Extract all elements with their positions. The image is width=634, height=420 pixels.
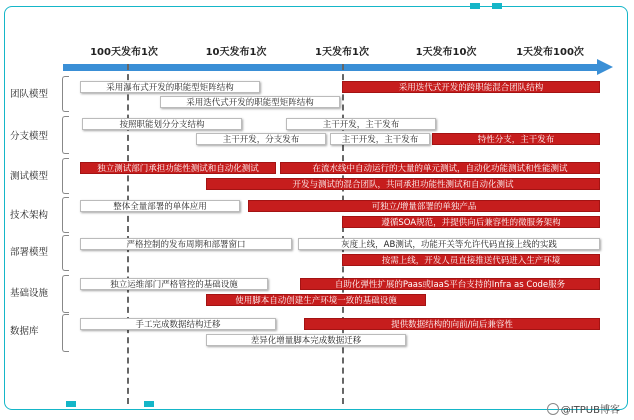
- practice-bar: 采用迭代式开发的职能型矩阵结构: [160, 96, 340, 108]
- practice-bar: 特性分支，主干发布: [432, 133, 600, 145]
- row-label: 数据库: [10, 326, 39, 337]
- axis-label: 100天发布1次: [90, 47, 158, 58]
- row-label: 团队模型: [10, 89, 49, 100]
- axis-label: 1天发布100次: [516, 47, 584, 58]
- practice-bar: 手工完成数据结构迁移: [80, 318, 276, 330]
- timeline-arrow-head: [597, 59, 613, 75]
- practice-bar: 按需上线，开发人员直接推送代码进入生产环境: [342, 254, 600, 266]
- axis-label: 10天发布1次: [205, 47, 267, 58]
- row-label: 技术架构: [10, 210, 49, 221]
- axis-label: 1天发布10次: [415, 47, 477, 58]
- timeline-arrow: [63, 64, 597, 71]
- practice-bar: 主干开发，分支发布: [196, 133, 326, 145]
- axis-label: 1天发布1次: [315, 47, 369, 58]
- row-bracket: [62, 275, 69, 313]
- watermark-logo-icon: [547, 403, 559, 415]
- frame-notch: [66, 401, 76, 407]
- practice-bar: 灰度上线，AB测试，功能开关等允许代码直接上线的实践: [298, 238, 600, 250]
- practice-bar: 整体全量部署的单体应用: [80, 200, 240, 212]
- row-bracket: [62, 158, 69, 194]
- practice-bar: 独立测试部门承担功能性测试和自动化测试: [80, 162, 276, 174]
- dashed-guide: [342, 64, 344, 404]
- row-bracket: [62, 235, 69, 271]
- practice-bar: 采用迭代式开发的跨职能混合团队结构: [342, 81, 600, 93]
- dashed-guide: [127, 64, 129, 404]
- practice-bar: 主干开发，主干发布: [286, 118, 436, 130]
- row-label: 分支模型: [10, 131, 49, 142]
- row-bracket: [62, 197, 69, 233]
- practice-bar: 使用脚本自动创建生产环境一致的基础设施: [206, 294, 426, 306]
- practice-bar: 按照职能划分分支结构: [82, 118, 242, 130]
- practice-bar: 在流水线中自动运行的大量的单元测试，自动化功能测试和性能测试: [280, 162, 600, 174]
- practice-bar: 提供数据结构的向前/向后兼容性: [304, 318, 600, 330]
- row-label: 基础设施: [10, 288, 49, 299]
- practice-bar: 遵循SOA规范，并提供向后兼容性的微服务架构: [342, 216, 600, 228]
- practice-bar: 差异化增量脚本完成数据迁移: [206, 334, 406, 346]
- practice-bar: 严格控制的发布周期和部署窗口: [80, 238, 292, 250]
- practice-bar: 独立运维部门严格管控的基础设施: [80, 278, 268, 290]
- frame-notch: [470, 3, 480, 9]
- practice-bar: 开发与测试的混合团队，共同承担功能性测试和自动化测试: [206, 178, 600, 190]
- row-label: 部署模型: [10, 247, 49, 258]
- watermark-text: @ITPUB博客: [560, 405, 620, 416]
- row-bracket: [62, 76, 69, 112]
- practice-bar: 可独立/增量部署的单独产品: [248, 200, 600, 212]
- practice-bar: 自助化弹性扩展的Paas或IaaS平台支持的Infra as Code服务: [300, 278, 600, 290]
- row-bracket: [62, 314, 69, 352]
- row-bracket: [62, 116, 69, 154]
- watermark: [547, 401, 620, 416]
- row-label: 测试模型: [10, 171, 49, 182]
- practice-bar: 主干开发，主干发布: [330, 133, 430, 145]
- frame-notch: [492, 3, 502, 9]
- frame-notch: [144, 401, 154, 407]
- practice-bar: 采用瀑布式开发的职能型矩阵结构: [80, 81, 260, 93]
